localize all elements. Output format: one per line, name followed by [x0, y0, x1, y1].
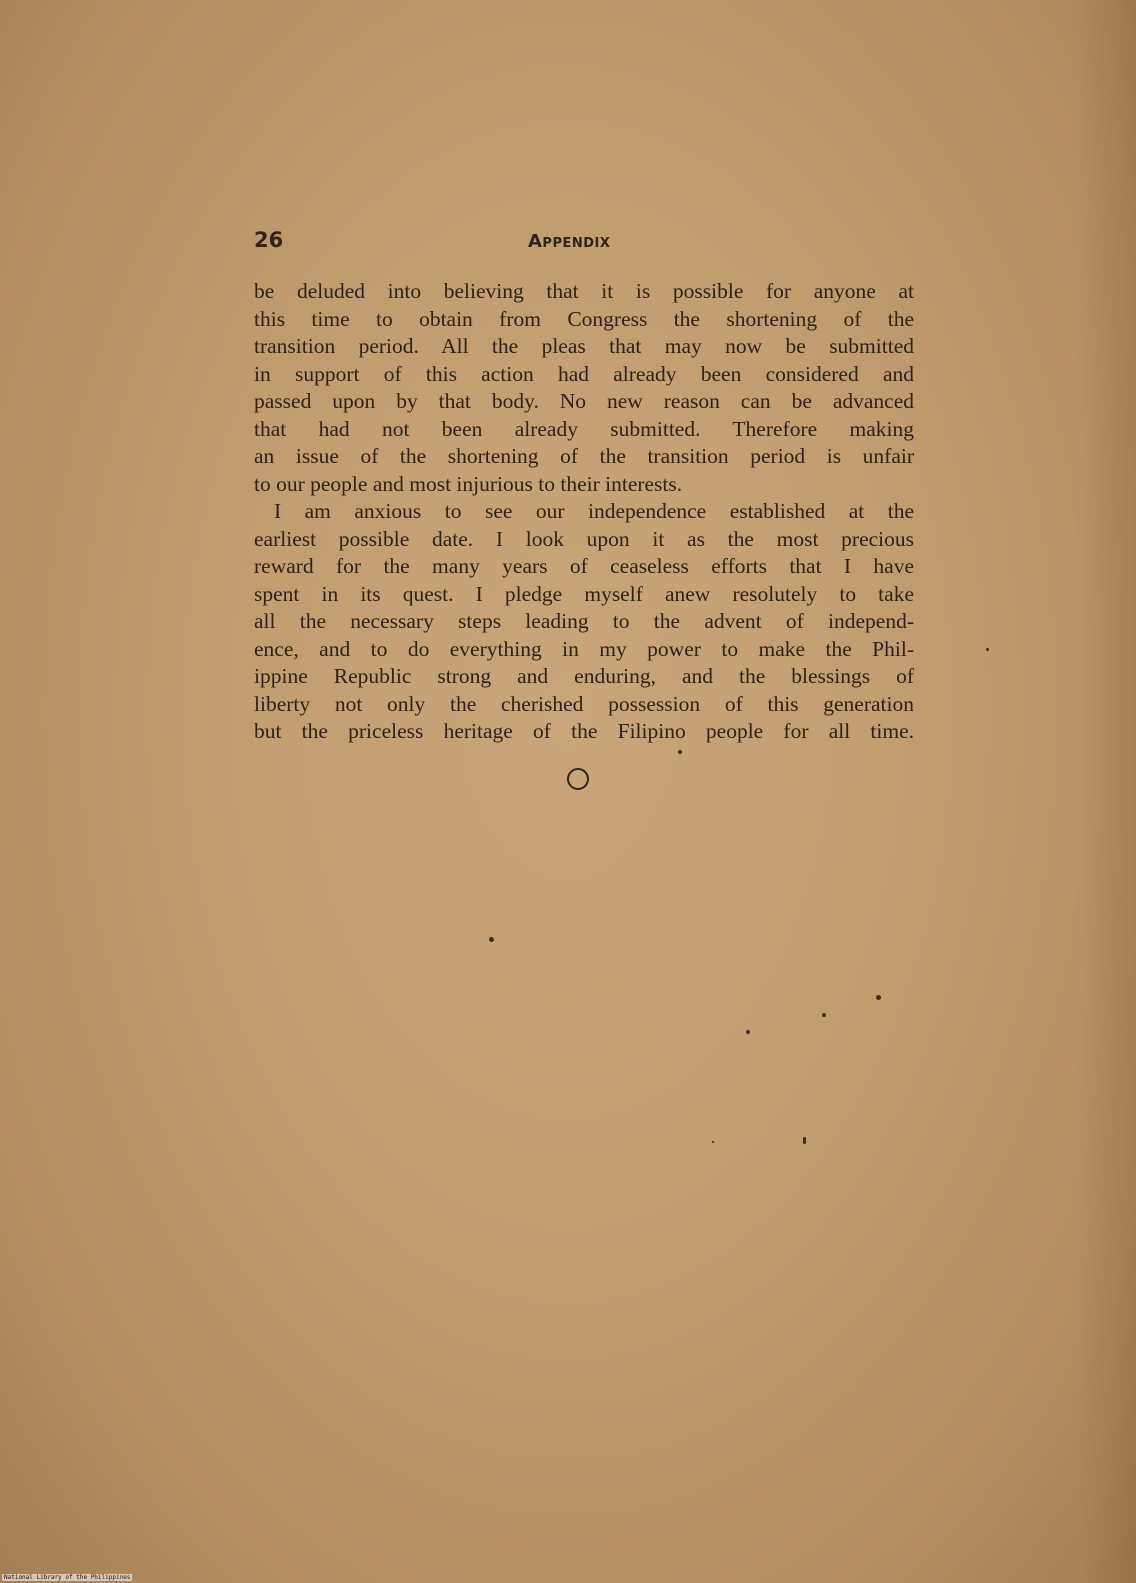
end-ornament-circle	[567, 768, 589, 790]
text-line: this time to obtain from Congress the shortening of the	[254, 306, 914, 331]
text-line: ence, and to do everything in my power to make the Phil-	[254, 636, 914, 661]
text-line: to our people and most injurious to their interests.	[254, 471, 683, 496]
text-line: in support of this action had already been considered and	[254, 361, 914, 386]
dust-speck	[986, 648, 989, 651]
text-line: I am anxious to see our independence established at the	[274, 499, 914, 523]
text-line: that had not been already submitted. Therefore making	[254, 416, 914, 441]
text-line: but the priceless heritage of the Filipino people for all time.	[254, 719, 914, 743]
text-line: spent in its quest. I pledge myself anew resolutely to take	[254, 581, 914, 606]
page-edge-shadow	[1076, 0, 1136, 1583]
text-line: be deluded into believing that it is possible for anyone at	[254, 279, 914, 303]
dust-speck	[876, 995, 881, 1000]
dust-speck	[712, 1141, 714, 1143]
text-line: all the necessary steps leading to the advent of independ-	[254, 609, 914, 633]
page-number: 26	[254, 228, 284, 252]
page-header	[254, 228, 914, 258]
body-text	[254, 278, 914, 746]
text-line: reward for the many years of ceaseless efforts that I have	[254, 554, 914, 578]
text-line: liberty not only the cherished possession of this generation	[254, 691, 914, 716]
dust-speck	[803, 1137, 806, 1144]
text-line: an issue of the shortening of the transition period is unfair	[254, 444, 914, 468]
dust-speck	[678, 750, 682, 754]
text-line: transition period. All the pleas that may now be submitted	[254, 334, 914, 358]
dust-speck	[822, 1013, 826, 1017]
paragraph-1	[254, 278, 914, 498]
text-line: passed upon by that body. No new reason can be advanced	[254, 389, 914, 413]
dust-speck	[746, 1030, 750, 1034]
text-line: ippine Republic strong and enduring, and the blessings of	[254, 664, 914, 688]
paragraph-2	[254, 498, 914, 746]
running-head: Appendix	[528, 231, 611, 252]
dust-speck	[489, 937, 494, 942]
text-line: earliest possible date. I look upon it as the most precious	[254, 526, 914, 551]
library-watermark: National Library of the Philippines	[4, 1574, 131, 1581]
